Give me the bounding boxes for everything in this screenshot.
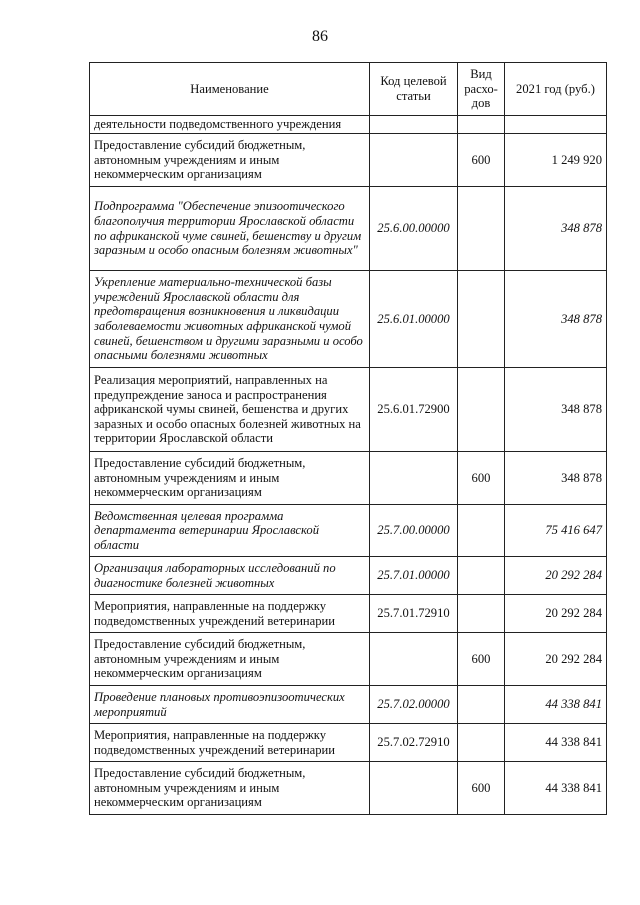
table-row	[90, 505, 607, 557]
header-row	[90, 63, 607, 116]
row-amount-cell: 20 292 284	[505, 633, 607, 686]
row-kind-cell	[458, 595, 505, 633]
row-amount-cell: 348 878	[505, 187, 607, 271]
budget-table	[89, 62, 607, 815]
row-name-cell: Подпрограмма "Обеспечение эпизоотического благополучия территории Ярославской области по африканской чуме свиней, бешенству и другим заразным и особо опасным болезням животных"	[90, 187, 370, 271]
row-code-cell: 25.7.02.00000	[370, 686, 458, 724]
row-name-cell: деятельности подведомственного учреждения	[90, 116, 370, 134]
row-name-cell: Предоставление субсидий бюджетным, автономным учреждениям и иным некоммерческим организациям	[90, 452, 370, 505]
table-row	[90, 595, 607, 633]
row-code-cell: 25.7.01.72910	[370, 595, 458, 633]
row-code-cell	[370, 762, 458, 815]
row-kind-cell	[458, 724, 505, 762]
row-kind-cell	[458, 505, 505, 557]
row-amount-cell: 44 338 841	[505, 762, 607, 815]
row-amount-cell: 348 878	[505, 368, 607, 452]
row-kind-cell	[458, 686, 505, 724]
row-kind-cell	[458, 271, 505, 368]
table-header	[90, 63, 607, 116]
row-name-cell: Организация лабораторных исследований по диагностике болезней животных	[90, 557, 370, 595]
row-code-cell	[370, 452, 458, 505]
page-number: 86	[312, 28, 328, 45]
row-name-cell: Мероприятия, направленные на поддержку подведомственных учреждений ветеринарии	[90, 724, 370, 762]
table-row	[90, 187, 607, 271]
row-code-cell: 25.7.02.72910	[370, 724, 458, 762]
table-row	[90, 116, 607, 134]
table-row	[90, 686, 607, 724]
header-code: Код целевой статьи	[370, 63, 458, 116]
row-code-cell: 25.6.01.72900	[370, 368, 458, 452]
row-amount-cell: 75 416 647	[505, 505, 607, 557]
row-amount-cell: 44 338 841	[505, 686, 607, 724]
table-row	[90, 452, 607, 505]
row-amount-cell: 1 249 920	[505, 134, 607, 187]
row-kind-cell: 600	[458, 452, 505, 505]
row-code-cell: 25.6.01.00000	[370, 271, 458, 368]
row-kind-cell: 600	[458, 633, 505, 686]
row-name-cell: Мероприятия, направленные на поддержку подведомственных учреждений ветеринарии	[90, 595, 370, 633]
table-row	[90, 762, 607, 815]
row-code-cell: 25.6.00.00000	[370, 187, 458, 271]
row-amount-cell: 20 292 284	[505, 557, 607, 595]
table-row	[90, 633, 607, 686]
row-amount-cell: 44 338 841	[505, 724, 607, 762]
row-name-cell: Проведение плановых противоэпизоотических мероприятий	[90, 686, 370, 724]
header-name: Наименование	[90, 63, 370, 116]
row-kind-cell	[458, 187, 505, 271]
row-amount-cell	[505, 116, 607, 134]
row-code-cell	[370, 134, 458, 187]
table-body	[90, 116, 607, 815]
row-name-cell: Ведомственная целевая программа департамента ветеринарии Ярославской области	[90, 505, 370, 557]
table-row	[90, 271, 607, 368]
row-code-cell: 25.7.01.00000	[370, 557, 458, 595]
row-name-cell: Предоставление субсидий бюджетным, автономным учреждениям и иным некоммерческим организациям	[90, 762, 370, 815]
row-code-cell: 25.7.00.00000	[370, 505, 458, 557]
row-kind-cell: 600	[458, 134, 505, 187]
row-code-cell	[370, 633, 458, 686]
row-amount-cell: 20 292 284	[505, 595, 607, 633]
table-row	[90, 134, 607, 187]
header-kind: Вид расхо-дов	[458, 63, 505, 116]
row-kind-cell	[458, 557, 505, 595]
table-row	[90, 368, 607, 452]
row-kind-cell	[458, 368, 505, 452]
row-kind-cell: 600	[458, 762, 505, 815]
row-name-cell: Предоставление субсидий бюджетным, автономным учреждениям и иным некоммерческим организациям	[90, 633, 370, 686]
row-name-cell: Укрепление материально-технической базы учреждений Ярославской области для предотвращения возникновения и ликвидации заболеваемости животных африканской чумой свиней, бешенством и другими заразными и особо опасными болезнями животных	[90, 271, 370, 368]
row-code-cell	[370, 116, 458, 134]
row-name-cell: Реализация мероприятий, направленных на предупреждение заноса и распространения африканской чумы свиней, бешенства и других заразных и особо опасных болезней животных на территории Ярославской области	[90, 368, 370, 452]
table-row	[90, 557, 607, 595]
table-row	[90, 724, 607, 762]
header-amount: 2021 год (руб.)	[505, 63, 607, 116]
row-name-cell: Предоставление субсидий бюджетным, автономным учреждениям и иным некоммерческим организациям	[90, 134, 370, 187]
row-amount-cell: 348 878	[505, 452, 607, 505]
row-kind-cell	[458, 116, 505, 134]
row-amount-cell: 348 878	[505, 271, 607, 368]
